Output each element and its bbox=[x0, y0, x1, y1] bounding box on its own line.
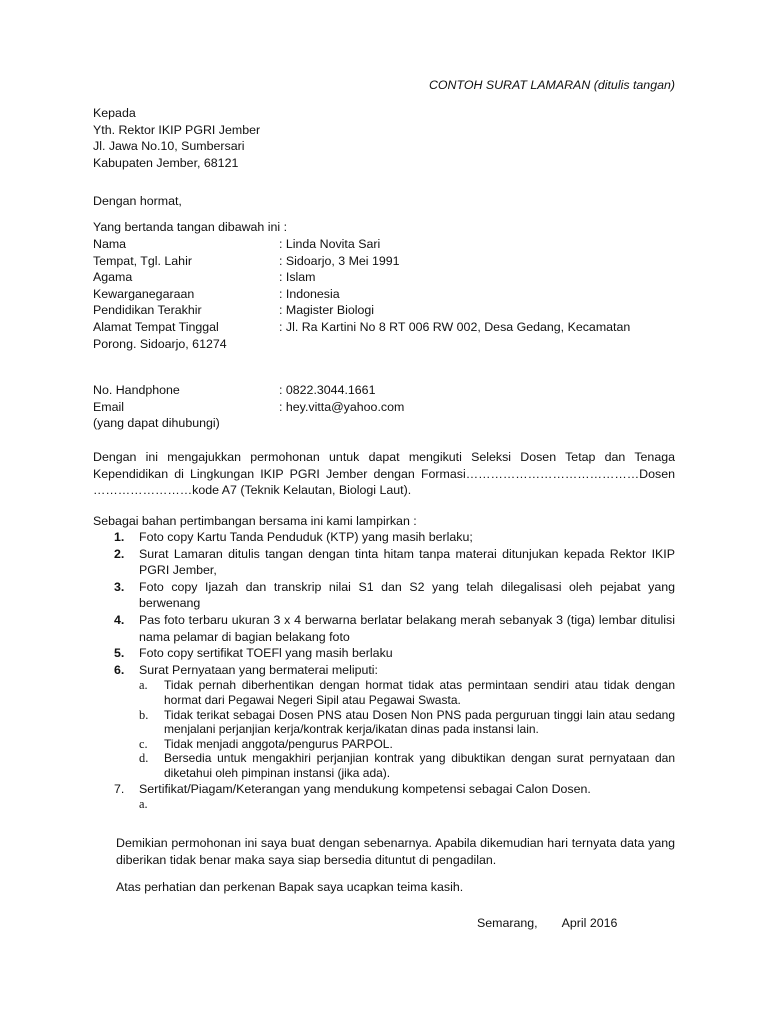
field-label: Pendidikan Terakhir bbox=[93, 303, 202, 318]
contact-row bbox=[93, 399, 675, 416]
heading-title: CONTOH SURAT LAMARAN bbox=[428, 78, 591, 92]
field-value: : Sidoarjo, 3 Mei 1991 bbox=[279, 253, 400, 268]
paragraph-line: Kependidikan di Lingkungan IKIP PGRI Jember dengan Formasi……………………………………Dosen bbox=[93, 466, 675, 481]
attachment-number: 4. bbox=[114, 612, 125, 627]
sign-date bbox=[477, 915, 617, 932]
certificate-letter: a. bbox=[139, 797, 148, 812]
field-label: Agama bbox=[93, 270, 133, 285]
intro-line: Yang bertanda tangan dibawah ini : bbox=[93, 220, 288, 234]
contact-label: Email bbox=[93, 399, 124, 414]
application-paragraph bbox=[93, 449, 675, 499]
statement-letter: c. bbox=[139, 736, 148, 751]
attachment-number: 3. bbox=[114, 579, 125, 594]
contact-value: : hey.vitta@yahoo.com bbox=[279, 399, 405, 414]
recipient-line: Jl. Jawa No.10, Sumbersari bbox=[93, 139, 245, 154]
paragraph-line: ……………………kode A7 (Teknik Kelautan, Biologi Laut). bbox=[93, 483, 412, 498]
field-label: Tempat, Tgl. Lahir bbox=[93, 253, 192, 268]
statement-text: Bersedia untuk mengakhiri perjanjian kontrak yang dibuktikan dengan surat pernyataan dan diketahui oleh pimpinan instansi (jika ada). bbox=[164, 751, 675, 780]
attachments-intro: Sebagai bahan pertimbangan bersama ini kami lampirkan : bbox=[93, 514, 417, 528]
sign-city: Semarang, bbox=[477, 916, 538, 930]
sign-date-value: April 2016 bbox=[561, 916, 618, 930]
paragraph-line: Dengan ini mengajukkan permohonan untuk dapat mengikuti Seleksi Dosen Tetap dan Tenaga bbox=[93, 450, 675, 464]
statement-text: Tidak pernah diberhentikan dengan hormat tidak atas permintaan sendiri atau tidak dengan hormat dari Pegawai Negeri Sipil atau Pegawai Swasta. bbox=[164, 678, 675, 707]
field-row bbox=[93, 269, 675, 286]
heading-note: (ditulis tangan) bbox=[593, 78, 675, 92]
attachment-text: Foto copy Ijazah dan transkrip nilai S1 dan S2 yang telah dilegalisasi oleh pejabat yang berwenang bbox=[139, 579, 675, 611]
attachment-number: 6. bbox=[114, 662, 125, 677]
statement-item bbox=[139, 678, 675, 707]
certificate-sublist bbox=[139, 797, 675, 812]
thanks-line: Atas perhatian dan perkenan Bapak saya ucapkan teima kasih. bbox=[116, 880, 464, 894]
attachment-item bbox=[93, 662, 675, 781]
certificate-item bbox=[139, 797, 675, 812]
certificate-text bbox=[164, 797, 167, 811]
attachment-item bbox=[93, 781, 675, 812]
recipient-line: Kepada bbox=[93, 106, 136, 120]
field-value: : Magister Biologi bbox=[279, 303, 375, 318]
contact-value: : 0822.3044.1661 bbox=[279, 383, 376, 397]
letter-heading bbox=[429, 77, 675, 94]
greeting: Dengan hormat, bbox=[93, 194, 182, 208]
field-row bbox=[93, 253, 675, 270]
statement-letter: b. bbox=[139, 707, 149, 722]
attachment-item bbox=[93, 579, 675, 612]
statement-letter: a. bbox=[139, 678, 148, 693]
statement-text: Tidak terikat sebagai Dosen PNS atau Dosen Non PNS pada perguruan tinggi lain atau sedang menjalani perjanjian kerja/kontrak kerja/ikatan dinas pada instansi lain. bbox=[164, 707, 675, 737]
statement-letter: d. bbox=[139, 751, 149, 766]
attachment-item bbox=[93, 546, 675, 579]
recipient-address bbox=[93, 105, 675, 171]
field-value: : Jl. Ra Kartini No 8 RT 006 RW 002, Desa Gedang, Kecamatan bbox=[279, 319, 631, 334]
field-value: : Islam bbox=[279, 270, 316, 285]
applicant-fields bbox=[93, 236, 675, 352]
attachment-text: Surat Pernyataan yang bermaterai meliputi: bbox=[139, 662, 378, 677]
attachment-text: Foto copy sertifikat TOEFl yang masih berlaku bbox=[139, 646, 393, 661]
field-label: Nama bbox=[93, 237, 127, 251]
field-row bbox=[93, 286, 675, 303]
field-value: : Indonesia bbox=[279, 286, 340, 301]
statement-item bbox=[139, 737, 675, 752]
closing-paragraph: Demikian permohonan ini saya buat dengan sebenarnya. Apabila dikemudian hari ternyata data yang diberikan tidak benar maka saya siap bersedia dituntut di pengadilan. bbox=[116, 836, 675, 867]
contact-fields bbox=[93, 382, 675, 432]
statement-item bbox=[139, 708, 675, 737]
contact-row bbox=[93, 382, 675, 399]
contact-note: (yang dapat dihubungi) bbox=[93, 416, 220, 431]
address-continuation: Porong. Sidoarjo, 61274 bbox=[93, 336, 227, 351]
field-label: Kewarganegaraan bbox=[93, 286, 195, 301]
statement-sublist bbox=[139, 678, 675, 780]
attachment-item bbox=[93, 645, 675, 662]
statement-item bbox=[139, 751, 675, 780]
field-row bbox=[93, 302, 675, 319]
attachment-item bbox=[93, 612, 675, 645]
attachment-number: 5. bbox=[114, 646, 125, 661]
attachment-text: Surat Lamaran ditulis tangan dengan tinta hitam tanpa materai ditunjukan kepada Rektor IKIP PGRI Jember, bbox=[139, 546, 675, 578]
contact-label: No. Handphone bbox=[93, 383, 180, 397]
attachments-list bbox=[93, 529, 675, 812]
attachment-number: 2. bbox=[114, 546, 125, 561]
field-row bbox=[93, 236, 675, 253]
field-label: Alamat Tempat Tinggal bbox=[93, 319, 219, 334]
statement-text: Tidak menjadi anggota/pengurus PARPOL. bbox=[164, 736, 393, 751]
field-value: : Linda Novita Sari bbox=[279, 237, 381, 251]
recipient-line: Yth. Rektor IKIP PGRI Jember bbox=[93, 122, 261, 137]
field-row bbox=[93, 319, 675, 336]
attachment-text: Pas foto terbaru ukuran 3 x 4 berwarna berlatar belakang merah sebanyak 3 (tiga) lembar ditulisi nama pelamar di bagian belakang foto bbox=[139, 612, 675, 644]
attachment-number: 1. bbox=[114, 530, 125, 544]
attachment-text: Sertifikat/Piagam/Keterangan yang mendukung kompetensi sebagai Calon Dosen. bbox=[139, 781, 591, 796]
attachment-number: 7. bbox=[114, 781, 125, 796]
attachment-item bbox=[93, 529, 675, 546]
recipient-line: Kabupaten Jember, 68121 bbox=[93, 155, 239, 170]
attachment-text: Foto copy Kartu Tanda Penduduk (KTP) yang masih berlaku; bbox=[139, 530, 473, 544]
